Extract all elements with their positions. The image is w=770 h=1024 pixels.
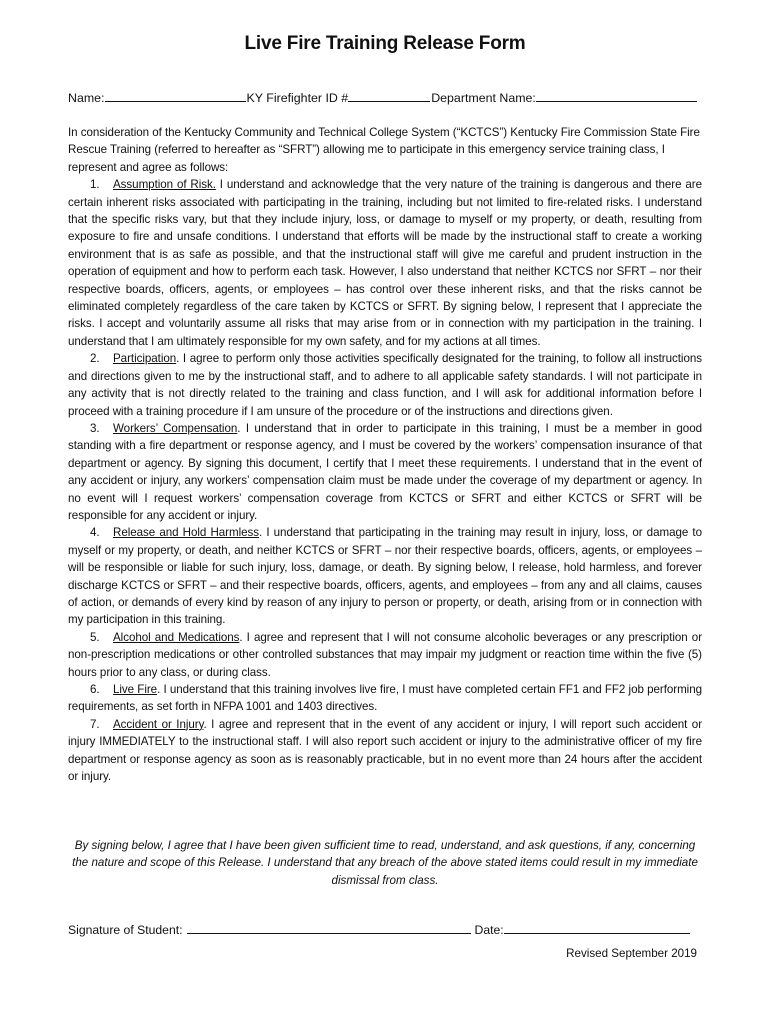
signature-field[interactable] [187, 921, 471, 934]
clause-live-fire [68, 681, 702, 716]
clause-text: . I understand that this training involves live fire, I must have completed certain FF1 and FF2 job performing requirements, as set forth in NFPA 1001 and 1403 directives. [68, 683, 702, 714]
clause-text: . I agree and represent that I will not consume alcoholic beverages or any prescription or non-prescription medications or other controlled substances that may impair my judgment or reaction time within the five (5) hours prior to any class, or during class. [68, 630, 703, 679]
clause-number: 7. [90, 717, 100, 731]
date-label: Date: [474, 923, 504, 937]
clause-heading: Live Fire [113, 683, 158, 696]
clause-text: . I understand that participating in the training may result in injury, loss, or damage to myself or my property, or death, and neither KCTCS or SFRT – nor their respective boards, officers, agents, or employees – will be responsible or liable for such injury, loss, damage, or death. By signing below, I release, hold harmless, and forever discharge KCTCS or SFRT – and their respective boards, officers, agents, and employees – from any and all claims, causes of action, or demands of every kind by reason of any injury to person or property, or death, arising from or in connection with my participation in this training. [68, 526, 702, 627]
clause-release-and-hold-harmless [68, 524, 702, 628]
clause-heading: Assumption of Risk. [113, 178, 216, 192]
clause-alcohol-and-medications [68, 629, 702, 681]
clause-heading: Accident or Injury [113, 717, 204, 731]
clause-heading: Workers’ Compensation [113, 421, 238, 435]
department-name-label: Department Name: [431, 91, 536, 105]
name-label: Name: [68, 91, 105, 105]
clause-number: 3. [90, 421, 100, 435]
clause-text: . I agree and represent that in the event of any accident or injury, I will report such accident or injury IMMEDIATELY to the instructional staff. I will also report such accident or injury to the administrative officer of my fire department or response agency as soon as is reasonably practicable, but in no event more than 24 hours after the accident or injury. [68, 717, 703, 784]
clause-workers-compensation [68, 420, 702, 524]
clause-text: . I understand that in order to participate in this training, I must be a member in good standing with a fire department or response agency, and I must be covered by the workers’ compensation insurance of that department or agency. By signing this document, I certify that I meet these requirements. I understand that in the event of any accident or injury, any workers’ compensation claim must be made under the coverage of my department or agency. In no event will I request workers’ compensation coverage from KCTCS or SFRT and either KCTCS or SFRT will be responsible for any accident or injury. [68, 421, 702, 522]
clause-number: 1. [90, 178, 100, 192]
release-body [68, 124, 702, 785]
clause-heading: Release and Hold Harmless [113, 526, 260, 540]
name-field[interactable] [105, 89, 246, 102]
firefighter-id-label: KY Firefighter ID # [246, 91, 349, 105]
clause-participation [68, 350, 702, 420]
form-title: Live Fire Training Release Form [244, 33, 526, 54]
signature-row [68, 921, 708, 937]
revision-date: Revised September 2019 [566, 947, 697, 960]
clause-text: I understand and acknowledge that the very nature of the training is dangerous and there are certain inherent risks associated with participating in the training, including but not limited to fire-related risks. I understand that the specific risks vary, but that they include injury, loss, or damage to myself or my property, or death, resulting from exposure to fire and unsafe conditions. I understand that efforts will be made by the instructional staff to create a working environment that is as safe as possible, and that the instructional staff will give me careful and prudent instruction in the operation of equipment and how to perform each task. However, I also understand that neither KCTCS nor SFRT – nor their respective boards, officers, agents, or employees – has control over these inherent risks, and that the risks cannot be eliminated completely regardless of the care taken by KCTCS or SFRT. By signing below, I represent that I appreciate the risks. I accept and voluntarily assume all risks that may arise from or in connection with my participation in the training. I understand that I am ultimately responsible for my own safety, and for my actions at all times. [68, 178, 702, 348]
clause-number: 6. [90, 683, 100, 696]
clause-heading: Alcohol and Medications [113, 630, 240, 644]
acknowledgement-statement: By signing below, I agree that I have been given sufficient time to read, understand, and ask questions, if any, concerning the nature and scope of this Release. I understand that any breach of the above stated items could result in my immediate dismissal from class. [72, 839, 698, 887]
clause-heading: Participation [113, 352, 177, 366]
intro-paragraph: In consideration of the Kentucky Community and Technical College System (“KCTCS”) Kentucky Fire Commission State Fire Rescue Training (referred to hereafter as “SFRT”) allowing me to participate in this emergency service training class, I represent and agree as follows: [68, 126, 700, 174]
firefighter-id-field[interactable] [348, 89, 430, 102]
department-name-field[interactable] [536, 89, 697, 102]
identity-fields-row [68, 89, 708, 105]
date-field[interactable] [504, 921, 690, 934]
clause-number: 4. [90, 526, 100, 540]
clause-assumption-of-risk [68, 176, 702, 350]
signature-label: Signature of Student: [68, 923, 183, 937]
clause-number: 5. [90, 630, 100, 644]
clause-text: . I agree to perform only those activities specifically designated for the training, to follow all instructions and directions given to me by the instructional staff, and to adhere to all applicable safety standards. I will not participate in any activity that is not directly related to the training and class function, and I will ask for additional information before I proceed with a training procedure if I am unsure of the procedure or of the instructions and directions given. [68, 352, 702, 418]
clause-accident-or-injury [68, 716, 702, 786]
clause-number: 2. [90, 352, 100, 366]
